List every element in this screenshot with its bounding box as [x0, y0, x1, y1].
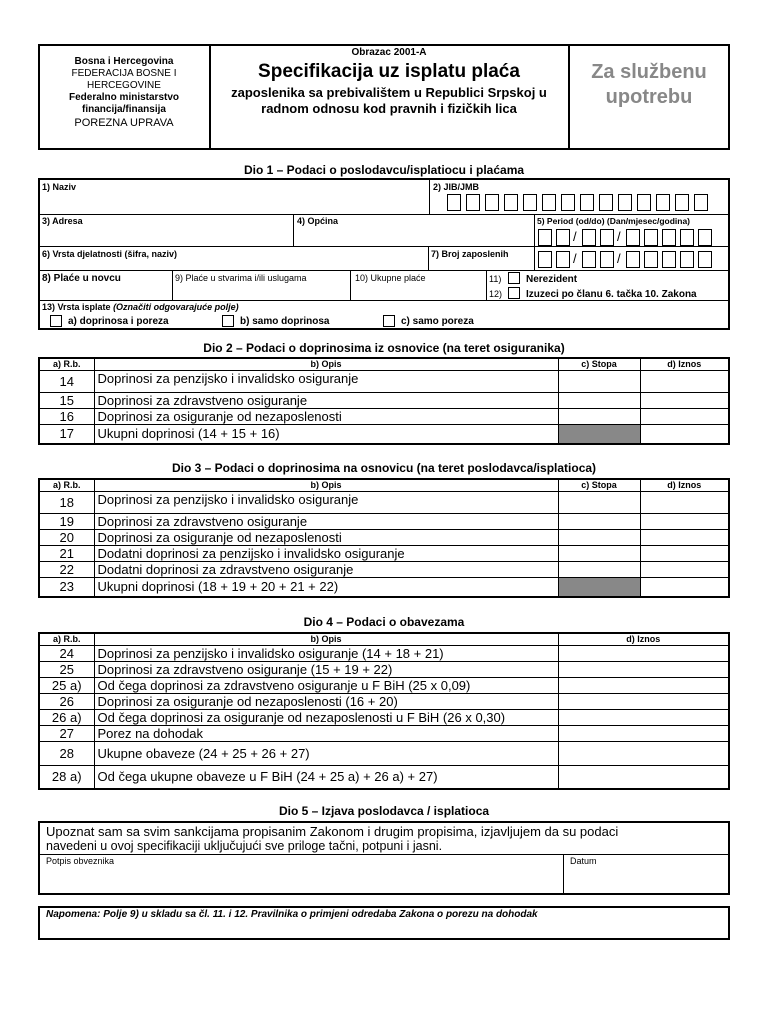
row-opis: Doprinosi za osiguranje od nezaposlenosti: [94, 529, 558, 545]
row-rb: 17: [39, 424, 94, 444]
row-stopa-input[interactable]: [558, 392, 640, 408]
table-row: [39, 408, 729, 424]
row-rb: 20: [39, 529, 94, 545]
declaration-line1: Upoznat sam sa svim sankcijama propisanim Zakonom i drugim propisima, izjavljujem da su podaci: [46, 824, 619, 839]
issuer-country: Bosna i Hercegovina: [74, 56, 174, 67]
declaration-line2: navedeni u ovoj specifikaciji uključujući sve priloge tačni, potpuni i jasni.: [46, 839, 443, 853]
row-iznos-input[interactable]: [640, 408, 729, 424]
date-label: Datum: [570, 856, 597, 866]
row-iznos-input[interactable]: [558, 725, 729, 741]
row-opis: Doprinosi za osiguranje od nezaposlenosti: [94, 408, 558, 424]
row-iznos-input[interactable]: [558, 693, 729, 709]
table-row: [39, 661, 729, 677]
dio3-table: [38, 478, 730, 598]
row-iznos-input[interactable]: [558, 645, 729, 661]
label-nerezident-num: 11): [489, 274, 502, 284]
col-opis: b) Opis: [94, 479, 558, 491]
table-row: [39, 392, 729, 408]
row-rb: 26: [39, 693, 94, 709]
table-row: [39, 561, 729, 577]
row-iznos-input[interactable]: [558, 741, 729, 765]
row-iznos-input[interactable]: [558, 677, 729, 693]
issuer-federation-2: HERCEGOVINE: [87, 80, 161, 91]
table-header: [39, 479, 729, 491]
row-opis: Od čega doprinosi za osiguranje od nezaposlenosti u F BiH (26 x 0,30): [94, 709, 558, 725]
row-rb: 15: [39, 392, 94, 408]
col-opis: b) Opis: [94, 358, 558, 370]
table-row: [39, 645, 729, 661]
label-ukupne-place: 10) Ukupne plaće: [355, 273, 426, 283]
row-iznos-input[interactable]: [640, 577, 729, 597]
table-header: [39, 358, 729, 370]
label-nerezident: Nerezident: [526, 274, 578, 285]
option-b-label: b) samo doprinosa: [240, 316, 330, 327]
dio2-title: Dio 2 – Podaci o doprinosima iz osnovice (na teret osiguranika): [203, 341, 565, 355]
option-a-label: a) doprinosa i poreza: [68, 316, 169, 327]
table-header: [39, 633, 729, 645]
row-rb: 28 a): [39, 765, 94, 789]
table-row: [39, 765, 729, 789]
table-row: [39, 545, 729, 561]
col-stopa: c) Stopa: [558, 358, 640, 370]
date-separator: /: [617, 251, 621, 266]
label-place-novac: 8) Plaće u novcu: [42, 273, 121, 284]
label-izuzeci: Izuzeci po članu 6. tačka 10. Zakona: [526, 289, 697, 300]
row-opis: Od čega ukupne obaveze u F BiH (24 + 25 a) + 26 a) + 27): [94, 765, 558, 789]
row-rb: 27: [39, 725, 94, 741]
row-iznos-input[interactable]: [640, 529, 729, 545]
table-row: [39, 491, 729, 513]
row-rb: 25: [39, 661, 94, 677]
table-row: [39, 529, 729, 545]
vrsta-isplate-note: (Označiti odgovarajuće polje): [113, 302, 239, 312]
col-rb: a) R.b.: [39, 479, 94, 491]
col-rb: a) R.b.: [39, 358, 94, 370]
form-title: Specifikacija uz isplatu plaća: [258, 61, 520, 82]
row-iznos-input[interactable]: [640, 561, 729, 577]
label-opcina: 4) Općina: [297, 216, 339, 226]
dio4-table: [38, 632, 730, 790]
row-opis: Dodatni doprinosi za zdravstveno osiguranje: [94, 561, 558, 577]
jib-cells[interactable]: [447, 194, 717, 212]
row-rb: 28: [39, 741, 94, 765]
row-stopa-input[interactable]: [558, 408, 640, 424]
dio1-title: Dio 1 – Podaci o poslodavcu/isplatiocu i plaćama: [243, 163, 525, 177]
row-opis: Doprinosi za penzijsko i invalidsko osiguranje (14 + 18 + 21): [94, 645, 558, 661]
row-rb: 16: [39, 408, 94, 424]
row-iznos-input[interactable]: [640, 545, 729, 561]
period-from-cells[interactable]: [538, 229, 718, 247]
option-c-label: c) samo poreza: [401, 316, 474, 327]
row-iznos-input[interactable]: [558, 765, 729, 789]
row-rb: 26 a): [39, 709, 94, 725]
label-period: 5) Period (od/do) (Dan/mjesec/godina): [537, 216, 691, 226]
row-iznos-input[interactable]: [640, 424, 729, 444]
row-stopa-input[interactable]: [558, 491, 640, 513]
period-to-cells[interactable]: [538, 251, 718, 269]
option-a-checkbox[interactable]: [50, 315, 62, 327]
row-opis: Doprinosi za osiguranje od nezaposlenosti (16 + 20): [94, 693, 558, 709]
row-opis: Doprinosi za zdravstveno osiguranje: [94, 392, 558, 408]
table-row: [39, 513, 729, 529]
option-b-checkbox[interactable]: [222, 315, 234, 327]
row-opis: Doprinosi za penzijsko i invalidsko osiguranje: [94, 370, 558, 392]
col-iznos: d) Iznos: [558, 633, 729, 645]
label-broj-zaposlenih: 7) Broj zaposlenih: [431, 249, 509, 259]
issuer-ministry-2: financija/finansija: [82, 104, 166, 115]
row-rb: 19: [39, 513, 94, 529]
note-text: Napomena: Polje 9) u skladu sa čl. 11. i 12. Pravilnika o primjeni odredaba Zakona o porezu na dohodak: [46, 909, 538, 920]
row-opis: Od čega doprinosi za zdravstveno osiguranje u F BiH (25 x 0,09): [94, 677, 558, 693]
date-separator: /: [573, 251, 577, 266]
row-stopa-input[interactable]: [558, 513, 640, 529]
table-row: [39, 741, 729, 765]
row-iznos-input[interactable]: [558, 661, 729, 677]
nerezident-checkbox[interactable]: [508, 272, 520, 284]
option-c-checkbox[interactable]: [383, 315, 395, 327]
form-code: Obrazac 2001-A: [351, 47, 427, 58]
table-row: [39, 693, 729, 709]
row-opis: Porez na dohodak: [94, 725, 558, 741]
col-iznos: d) Iznos: [640, 358, 729, 370]
col-stopa: c) Stopa: [558, 479, 640, 491]
row-opis: Ukupni doprinosi (14 + 15 + 16): [94, 424, 558, 444]
col-iznos: d) Iznos: [640, 479, 729, 491]
table-row: [39, 725, 729, 741]
official-use-label: Za službenu upotrebu: [591, 61, 707, 108]
row-opis: Ukupne obaveze (24 + 25 + 26 + 27): [94, 741, 558, 765]
form-subtitle: zaposlenika sa prebivalištem u Republici Srpskoj u radnom odnosu kod pravnih i fizičkih lica: [231, 85, 547, 116]
row-opis: Doprinosi za zdravstveno osiguranje (15 + 19 + 22): [94, 661, 558, 677]
signature-field[interactable]: [40, 866, 562, 893]
row-rb: 21: [39, 545, 94, 561]
date-separator: /: [573, 229, 577, 244]
row-rb: 24: [39, 645, 94, 661]
row-rb: 14: [39, 370, 94, 392]
row-iznos-input[interactable]: [640, 491, 729, 513]
row-stopa-input[interactable]: [558, 561, 640, 577]
row-stopa-shaded: [558, 424, 640, 444]
row-iznos-input[interactable]: [640, 513, 729, 529]
dio5-title: Dio 5 – Izjava poslodavca / isplatioca: [278, 804, 490, 818]
row-rb: 23: [39, 577, 94, 597]
col-rb: a) R.b.: [39, 633, 94, 645]
issuer-tax-admin: POREZNA UPRAVA: [74, 117, 174, 129]
row-rb: 18: [39, 491, 94, 513]
row-stopa-shaded: [558, 577, 640, 597]
label-jib: 2) JIB/JMB: [433, 182, 480, 192]
table-row: [39, 709, 729, 725]
row-stopa-input[interactable]: [558, 545, 640, 561]
table-row: [39, 370, 729, 392]
date-field[interactable]: [565, 866, 728, 893]
row-opis: Doprinosi za zdravstveno osiguranje: [94, 513, 558, 529]
row-opis: Doprinosi za penzijsko i invalidsko osiguranje: [94, 491, 558, 513]
label-adresa: 3) Adresa: [42, 216, 83, 226]
label-vrsta-isplate: [42, 302, 239, 312]
issuer-block: [40, 56, 208, 129]
label-naziv: 1) Naziv: [42, 182, 77, 192]
table-row: [39, 677, 729, 693]
row-stopa-input[interactable]: [558, 370, 640, 392]
row-iznos-input[interactable]: [640, 370, 729, 392]
row-opis: Ukupni doprinosi (18 + 19 + 20 + 21 + 22): [94, 577, 558, 597]
row-rb: 22: [39, 561, 94, 577]
date-separator: /: [617, 229, 621, 244]
row-stopa-input[interactable]: [558, 529, 640, 545]
row-iznos-input[interactable]: [640, 392, 729, 408]
signature-label: Potpis obveznika: [46, 856, 115, 866]
vrsta-isplate-text: 13) Vrsta isplate: [42, 302, 111, 312]
col-opis: b) Opis: [94, 633, 558, 645]
row-opis: Dodatni doprinosi za penzijsko i invalidsko osiguranje: [94, 545, 558, 561]
issuer-ministry: Federalno ministarstvo: [68, 92, 180, 103]
label-djelatnost: 6) Vrsta djelatnosti (šifra, naziv): [42, 249, 178, 259]
table-row: [39, 577, 729, 597]
table-row: [39, 424, 729, 444]
label-place-stvari: 9) Plaće u stvarima i/ili uslugama: [175, 273, 307, 283]
label-izuzeci-num: 12): [489, 289, 503, 299]
dio3-title: Dio 3 – Podaci o doprinosima na osnovicu (na teret poslodavca/isplatioca): [171, 461, 597, 475]
issuer-federation: FEDERACIJA BOSNE I: [71, 68, 177, 79]
row-rb: 25 a): [39, 677, 94, 693]
izuzeci-checkbox[interactable]: [508, 287, 520, 299]
dio2-table: [38, 357, 730, 445]
dio4-title: Dio 4 – Podaci o obavezama: [303, 615, 465, 629]
row-iznos-input[interactable]: [558, 709, 729, 725]
